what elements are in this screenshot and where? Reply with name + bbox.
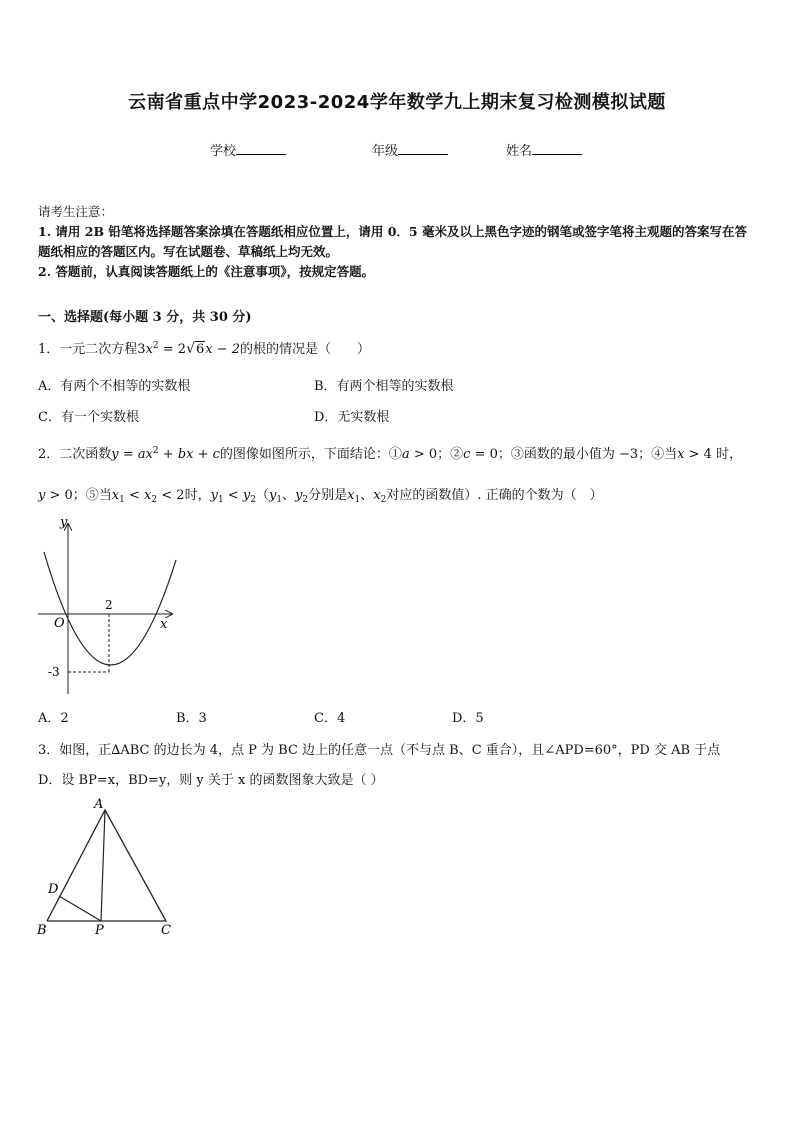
school-label: 学校 [210, 144, 237, 159]
q2-option-b: B．3 [176, 711, 207, 726]
school-blank [236, 142, 286, 155]
q1-option-a: A．有两个不相等的实数根 [38, 379, 191, 394]
grade-field [372, 140, 448, 159]
school-field [210, 140, 286, 159]
q2-parabola-graph [36, 512, 186, 697]
x-axis-label: x [160, 617, 168, 632]
name-blank [532, 142, 582, 155]
grade-blank [398, 142, 448, 155]
section-heading: 一、选择题(每小题 3 分，共 30 分) [38, 310, 252, 325]
point-d-label: D [48, 882, 59, 897]
name-label: 姓名 [506, 144, 533, 159]
question-3-line-1: 3．如图，正∆ABC 的边长为 4，点 P 为 BC 边上的任意一点（不与点 B、C 重合），且∠APD=60°，PD 交 AB 于点 [38, 743, 721, 758]
vertex-c-label: C [161, 923, 171, 938]
triangle-abc [47, 810, 166, 921]
question-1-stem [38, 338, 370, 357]
question-3-line-2: D．设 BP=x，BD=y，则 y 关于 x 的函数图象大致是（ ） [38, 773, 384, 788]
origin-label: O [54, 616, 65, 631]
q3-triangle-figure [34, 794, 184, 939]
vertex-b-label: B [37, 923, 47, 938]
vertex-a-label: A [94, 797, 104, 812]
q1-equation: $3x^2 = 2√6x - 2$ [137, 341, 241, 357]
notice-item-2: 2. 答题前，认真阅读答题纸上的《注意事项》，按规定答题。 [38, 264, 375, 279]
q2-option-d: D．5 [452, 711, 484, 726]
segment-pd [59, 896, 101, 921]
point-p-label: P [95, 923, 104, 938]
q2-option-a: A．2 [38, 711, 69, 726]
name-field [506, 140, 582, 159]
q1-suffix: 的根的情况是（ ） [240, 342, 371, 357]
q1-option-d: D．无实数根 [314, 410, 390, 425]
q2-option-c: C．4 [314, 711, 346, 726]
notice-heading: 请考生注意： [38, 204, 114, 219]
notice-item-1: 1. 请用 2B 铅笔将选择题答案涂填在答题纸相应位置上，请用 0．5 毫米及以上黑色字迹的钢笔或签字笔将主观题的答案写在答题纸相应的答题区内。写在试题卷、草稿纸上均无效。 [38, 224, 747, 259]
y-tick-label: -3 [48, 665, 60, 679]
notice-block [38, 202, 758, 282]
q1-prefix: 1．一元二次方程 [38, 342, 138, 357]
q1-option-c: C．有一个实数根 [38, 410, 139, 425]
grade-label: 年级 [372, 144, 399, 159]
segment-ap [101, 810, 105, 921]
page-title: 云南省重点中学2023-2024学年数学九上期末复习检测模拟试题 [128, 92, 666, 113]
y-axis-label: y [60, 515, 68, 530]
x-tick-label: 2 [105, 598, 113, 612]
question-2-line-1: 2．二次函数$y = ax^2$ + bx + c的图像如图所示，下面结论：①a > 0；②c = 0；③函数的最小值为 −3；④当x > 4 时， [38, 446, 743, 462]
question-2-line-2: y > 0；⑤当$x_1 < x_2 < 2$时，$y_1 < y_2(y_1$、$y_2$分别是$x_1$、$x_2$对应的函数值）. 正确的个数为（ ） [38, 488, 603, 505]
q1-option-b: B．有两个相等的实数根 [314, 379, 454, 394]
